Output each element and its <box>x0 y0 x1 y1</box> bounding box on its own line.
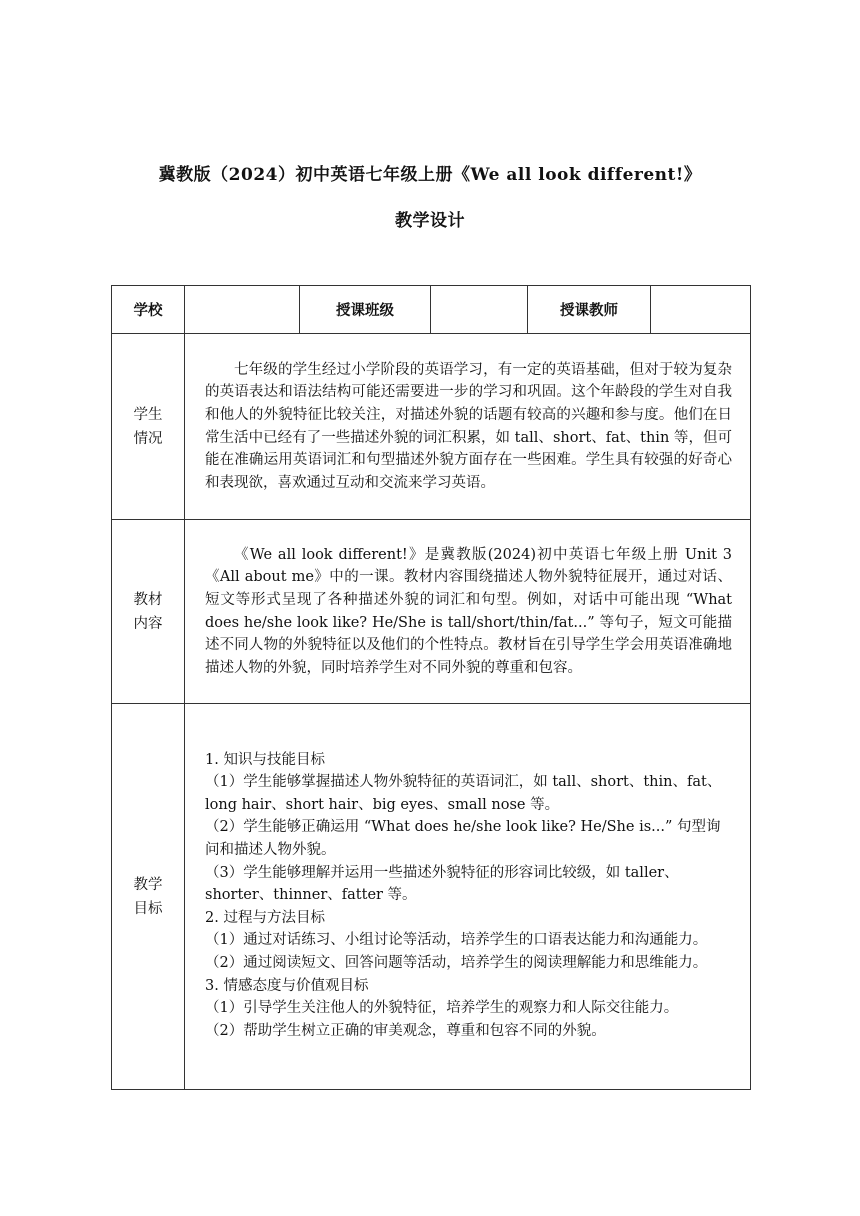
school-label: 学校 <box>112 286 185 334</box>
student-situation-label-line1: 学生 <box>133 406 163 423</box>
class-value-cell[interactable] <box>431 286 528 334</box>
teaching-goals-label-line2: 目标 <box>133 900 163 917</box>
material-content-content <box>185 520 751 704</box>
student-situation-label-line2: 情况 <box>133 430 163 447</box>
teacher-value-cell[interactable] <box>651 286 751 334</box>
goal-heading-emotion: 3. 情感态度与价值观目标 <box>205 977 369 994</box>
material-content-text: 《We all look different!》是冀教版(2024)初中英语七年级上册 Unit 3《All about me》中的一课。教材内容围绕描述人物外貌特征展开，通过对话、短文等形式呈现了各种描述外貌的词汇和句型。例如，对话中可能出现 “What does he/she look like? He/She is tall/short/thin/fat...” 等句子，短文可能描述不同人物的外貌特征以及他们的个性特点。教材旨在引导学生学会用英语准确地描述人物的外貌，同时培养学生对不同外貌的尊重和包容。 <box>205 546 732 676</box>
goal-item: （2）学生能够正确运用 “What does he/she look like? He/She is...” 句型询问和描述人物外貌。 <box>205 819 721 859</box>
class-label: 授课班级 <box>300 286 431 334</box>
goal-item: （1）引导学生关注他人的外貌特征，培养学生的观察力和人际交往能力。 <box>205 1000 679 1017</box>
goal-item: （1）通过对话练习、小组讨论等活动，培养学生的口语表达能力和沟通能力。 <box>205 932 708 949</box>
teaching-goals-label <box>112 704 185 1090</box>
document-title: 冀教版（2024）初中英语七年级上册《We all look different!》 <box>158 165 702 185</box>
student-situation-text: 七年级的学生经过小学阶段的英语学习，有一定的英语基础，但对于较为复杂的英语表达和语法结构可能还需要进一步的学习和巩固。这个年龄段的学生对自我和他人的外貌特征比较关注，对描述外貌的话题有较高的兴趣和参与度。他们在日常生活中已经有了一些描述外貌的词汇积累，如 tall、short、fat、thin 等，但可能在准确运用英语词汇和句型描述外貌方面存在一些困难。学生具有较强的好奇心和表现欲，喜欢通过互动和交流来学习英语。 <box>205 361 732 491</box>
student-situation-content <box>185 334 751 520</box>
material-content-label-line1: 教材 <box>133 591 163 608</box>
goal-heading-process: 2. 过程与方法目标 <box>205 909 325 926</box>
goal-item: （2）通过阅读短文、回答问题等活动，培养学生的阅读理解能力和思维能力。 <box>205 954 708 971</box>
goal-item: （2）帮助学生树立正确的审美观念，尊重和包容不同的外貌。 <box>205 1022 606 1039</box>
lesson-plan-table <box>111 285 751 1090</box>
material-content-label-line2: 内容 <box>133 615 163 632</box>
goal-heading-knowledge: 1. 知识与技能目标 <box>205 751 325 768</box>
school-value-cell[interactable] <box>185 286 300 334</box>
material-content-label <box>112 520 185 704</box>
teaching-goals-label-line1: 教学 <box>133 876 163 893</box>
material-content-row <box>112 520 751 704</box>
teaching-goals-content <box>185 704 751 1090</box>
header-row <box>112 286 751 334</box>
teacher-label: 授课教师 <box>528 286 651 334</box>
student-situation-label <box>112 334 185 520</box>
document-subtitle: 教学设计 <box>395 211 465 231</box>
teaching-goals-row <box>112 704 751 1090</box>
goal-item: （1）学生能够掌握描述人物外貌特征的英语词汇，如 tall、short、thin、fat、long hair、short hair、big eyes、small nose 等。 <box>205 774 722 813</box>
student-situation-row <box>112 334 751 520</box>
goal-item: （3）学生能够理解并运用一些描述外貌特征的形容词比较级，如 taller、shorter、thinner、fatter 等。 <box>205 864 679 904</box>
